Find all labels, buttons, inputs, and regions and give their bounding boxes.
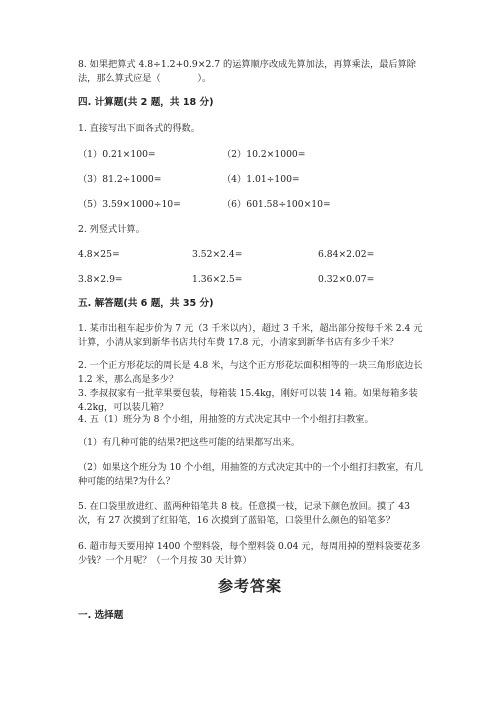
calc-q1-row [78, 148, 423, 162]
calc-item: （2）10.2×1000= [222, 149, 306, 160]
word-problem-4-part-1: （1）有几种可能的结果?把这些可能的结果都写出来。 [78, 437, 301, 448]
calc-item: （1）0.21×100= [78, 149, 156, 160]
calc-q2-row [78, 248, 423, 262]
calc-q1-row [78, 198, 423, 212]
calc-item: 3.8×2.9= [78, 274, 123, 285]
calc-item: （6）601.58÷100×10= [222, 199, 331, 210]
calc-item: 0.32×0.07= [318, 274, 375, 285]
word-problem-1: 1. 某市出租车起步价为 7 元（3 千米以内），超过 3 千米，超出部分按每千米 2.4 元计算，小清从家到新华书店共付车费 17.8 元，小清家到新华书店有多少千米？ [78, 323, 423, 349]
calc-item: （5）3.59×1000÷10= [78, 199, 181, 210]
section-5-heading: 五. 解答题(共 6 题，共 35 分) [78, 298, 214, 309]
answer-key-section-1-heading: 一. 选择题 [78, 610, 124, 621]
calc-item: （4）1.01÷100= [222, 174, 300, 185]
calc-item: （3）81.2÷1000= [78, 174, 162, 185]
word-problem-4: 4. 五（1）班分为 8 个小组，用抽签的方式决定其中一个小组打扫教室。 [78, 414, 374, 425]
calc-item: 6.84×2.02= [318, 249, 375, 260]
answer-key-title: 参考答案 [217, 577, 282, 595]
calc-q1-row [78, 173, 423, 187]
word-problem-3: 3. 李叔叔家有一批苹果要包装，每箱装 15.4kg，刚好可以装 14 箱。如果每箱多装 4.2kg，可以装几箱？ [78, 388, 418, 414]
section-4-heading: 四. 计算题(共 2 题，共 18 分) [78, 97, 214, 108]
word-problem-5: 5. 在口袋里放进红、蓝两种铅笔共 8 枝。任意摸一枝，记录下颜色放回。摸了 43 次，有 27 次摸到了红铅笔，16 次摸到了蓝铅笔，口袋里什么颜色的铅笔多？ [78, 501, 410, 527]
calc-item: 3.52×2.4= [192, 249, 243, 260]
calc-q2-row [78, 273, 423, 287]
question-8: 8. 如果把算式 4.8÷1.2+0.9×2.7 的运算顺序改成先算加法，再算乘法，最后算除法，那么算式应是（ ）。 [78, 59, 416, 85]
word-problem-6: 6. 超市每天要用掉 1400 个塑料袋，每个塑料袋 0.04 元，每周用掉的塑料袋要花多少钱？一个月呢？（一个月按 30 天计算） [78, 541, 421, 567]
calc-item: 1.36×2.5= [192, 274, 243, 285]
word-problem-2: 2. 一个正方形花坛的周长是 4.8 米，与这个正方形花坛面积相等的一块三角形底边长 1.2 米，那么高是多少？ [78, 360, 423, 386]
calc-q2-title: 2. 列竖式计算。 [78, 224, 145, 235]
word-problem-4-part-2: （2）如果这个班分为 10 个小组，用抽签的方式决定其中的一个小组打扫教室，有几种可能的结果?为什么？ [78, 462, 423, 488]
calc-q1-title: 1. 直接写出下面各式的得数。 [78, 123, 200, 134]
calc-item: 4.8×25= [78, 249, 120, 260]
